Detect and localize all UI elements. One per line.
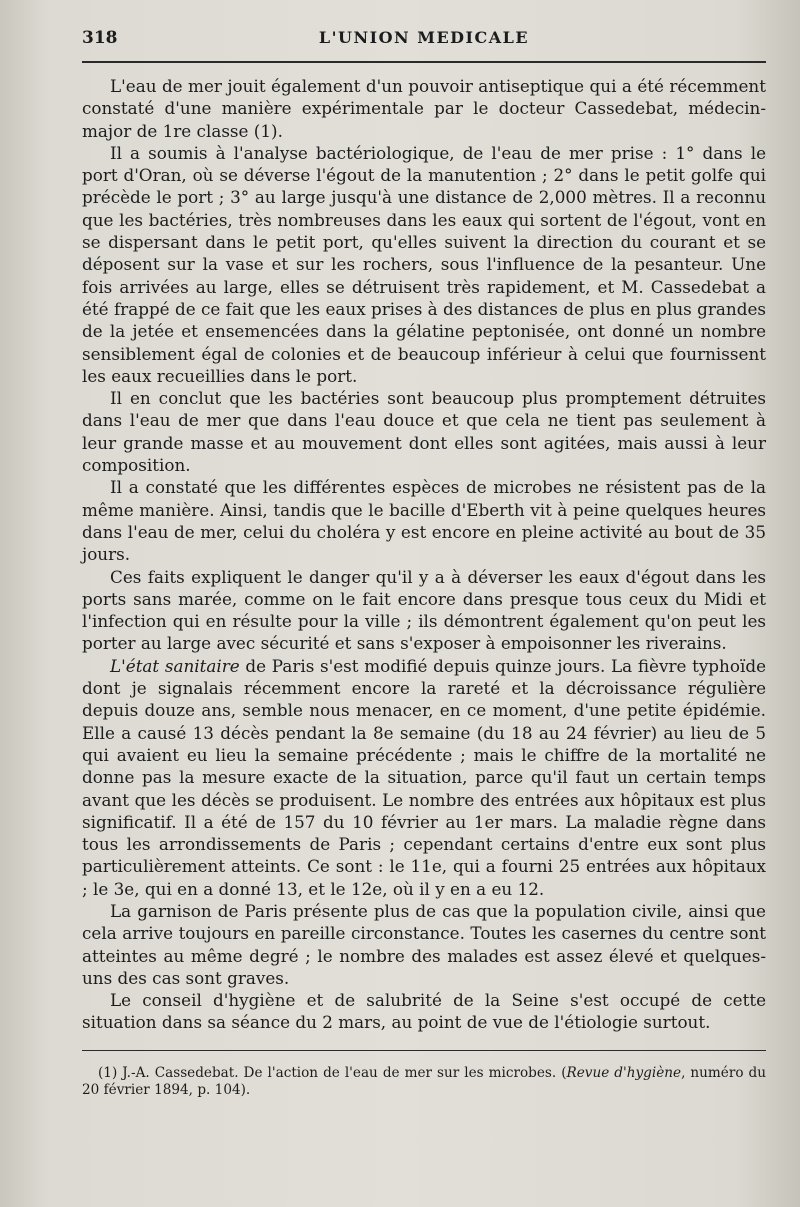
paragraph: Il a soumis à l'analyse bactériologique, de l'eau de mer prise : 1° dans le port d'Oran, où se déverse l'égout de la manutention ; 2° dans le petit golfe qui précède le port ; 3° au large jusqu'à une distance de 2,000 mètres. Il a reconnu que les bactéries, très nombreuses dans les eaux qui sortent de l'égout, vont en se dispersant dans le petit port, qu'elles suivent la direction du courant et se déposent sur la vase et sur les rochers, sous l'influence de la pesanteur. Une fois arrivées au large, elles se détruisent très rapidement, et M. Cassedebat a été frappé de ce fait que les eaux prises à des distances de plus en plus grandes de la jetée et ensemencées dans la gélatine peptonisée, ont donné un nombre sensiblement égal de colonies et de beaucoup inférieur à celui que fournissent les eaux recueillies dans le port.: [82, 142, 766, 386]
header-rule: [82, 61, 766, 63]
footnote-journal: Revue d'hygiène: [566, 1064, 682, 1081]
footnote-rule: [82, 1050, 766, 1051]
paragraph: La garnison de Paris présente plus de cas que la population civile, ainsi que cela arrive toujours en pareille circonstance. Toutes les casernes du centre sont atteintes au même degré ; le nombre des malades est assez élevé et quelques-uns des cas sont graves.: [82, 900, 766, 988]
paragraph: Il en conclut que les bactéries sont beaucoup plus promptement détruites dans l'eau de mer que dans l'eau douce et que cela ne tient pas seulement à leur grande masse et au mouvement dont elles sont agitées, mais aussi à leur composition.: [82, 388, 766, 476]
paragraph: L'eau de mer jouit également d'un pouvoir antiseptique qui a été récemment constaté d'une manière expérimentale par le docteur Cassedebat, médecin-major de 1re classe (1).: [82, 76, 766, 141]
italic-lead: L'état sanitaire: [110, 655, 240, 676]
page-header: [82, 28, 766, 58]
page-number: 318: [82, 28, 118, 48]
footnote: [82, 1065, 766, 1099]
footnote-tail: , numéro du 20 février 1894, p. 104).: [82, 1064, 766, 1098]
paragraph: Il a constaté que les différentes espèces de microbes ne résistent pas de la même manière. Ainsi, tandis que le bacille d'Eberth vit à peine quelques heures dans l'eau de mer, celui du choléra y est encore en pleine activité au bout de 35 jours.: [82, 477, 766, 565]
paragraph: Ces faits expliquent le danger qu'il y a à déverser les eaux d'égout dans les ports sans marée, comme on le fait encore dans presque tous ceux du Midi et l'infection qui en résulte pour la ville ; ils démontrent également qu'on peut les porter au large avec sécurité et sans s'exposer à empoisonner les riverains.: [82, 566, 766, 654]
paragraph-text: de Paris s'est modifié depuis quinze jours. La fièvre typhoïde dont je signalais récemment encore la rareté et la décroissance régulière depuis douze ans, semble nous menacer, en ce moment, d'une petite épidémie. Elle a causé 13 décès pendant la 8e semaine (du 18 au 24 février) au lieu de 5 qui avaient eu lieu la semaine précédente ; mais le chiffre de la mortalité ne donne pas la mesure exacte de la situation, parce qu'il faut un certain temps avant que les décès se produisent. Le nombre des entrées aux hôpitaux est plus significatif. Il a été de 157 du 10 février au 1er mars. La maladie règne dans tous les arrondissements de Paris ; cependant certains d'entre eux sont plus particulièrement atteints. Ce sont : le 11e, qui a fourni 25 entrées aux hôpitaux ; le 3e, qui en a donné 13, et le 12e, où il y en a eu 12.: [82, 655, 766, 899]
footnote-text: (1) J.-A. Cassedebat. De l'action de l'eau de mer sur les microbes. (: [98, 1064, 567, 1081]
running-title: L'UNION MEDICALE: [318, 28, 530, 47]
paragraph: Le conseil d'hygiène et de salubrité de la Seine s'est occupé de cette situation dans sa séance du 2 mars, au point de vue de l'étiologie surtout.: [82, 990, 766, 1033]
paragraph-etat-sanitaire: [82, 655, 766, 900]
article-body: [82, 75, 766, 1034]
